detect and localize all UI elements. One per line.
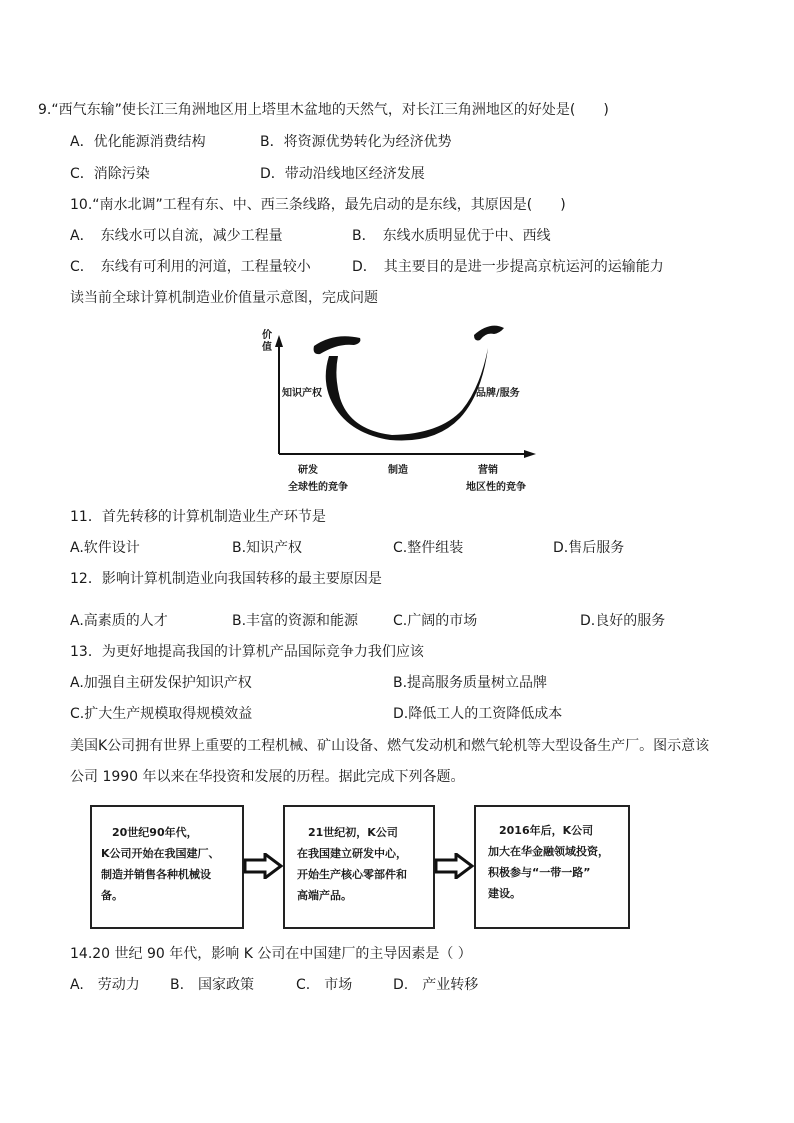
flow-step-1-line: 制造并销售各种机械设 xyxy=(101,868,211,881)
q10-option-a: A． 东线水可以自流，减少工程量 xyxy=(70,228,283,244)
flow-step-2-line: 21世纪初，K公司 xyxy=(297,826,398,839)
q14-option-d: D. 产业转移 xyxy=(393,977,479,993)
right-curve-label: 品牌/服务 xyxy=(476,388,520,399)
q12-option-c: C.广阔的市场 xyxy=(393,613,478,629)
k-company-intro-line2: 公司 1990 年以来在华投资和发展的历程。据此完成下列各题。 xyxy=(70,769,465,785)
left-brow-stroke xyxy=(314,336,361,354)
q11-option-a: A.软件设计 xyxy=(70,540,140,556)
flow-step-2-line: 开始生产核心零部件和 xyxy=(297,868,407,881)
q14-option-a: A. 劳动力 xyxy=(70,977,140,993)
x-sublabel-regional: 地区性的竞争 xyxy=(466,482,526,493)
q13-option-b: B.提高服务质量树立品牌 xyxy=(393,675,548,691)
k-company-intro-line1: 美国K公司拥有世界上重要的工程机械、矿山设备、燃气发动机和燃气轮机等大型设备生产厂。图示意该 xyxy=(70,738,710,754)
q10-option-d: D． 其主要目的是进一步提高京杭运河的运输能力 xyxy=(352,259,664,275)
flow-step-3-line: 加大在华金融领域投资， xyxy=(488,845,609,858)
q12-option-a: A.高素质的人才 xyxy=(70,613,168,629)
q10-stem: 10.“南水北调”工程有东、中、西三条线路，最先启动的是东线，其原因是( ) xyxy=(70,197,566,213)
q9-option-d: D．带动沿线地区经济发展 xyxy=(260,166,425,182)
x-label-rd: 研发 xyxy=(298,465,318,476)
q9-option-c: C．消除污染 xyxy=(70,166,150,182)
flow-step-3-line: 2016年后，K公司 xyxy=(488,824,594,837)
q12-option-d: D.良好的服务 xyxy=(580,613,666,629)
q9-option-b: B．将资源优势转化为经济优势 xyxy=(260,134,452,150)
x-sublabel-global: 全球性的竞争 xyxy=(288,482,348,493)
flow-step-1-line: 备。 xyxy=(101,889,123,902)
q11-option-b: B.知识产权 xyxy=(232,540,303,556)
flow-step-1-line: K公司开始在我国建厂、 xyxy=(101,847,220,860)
q13-stem: 13．为更好地提高我国的计算机产品国际竞争力我们应该 xyxy=(70,644,424,660)
q14-option-c: C. 市场 xyxy=(296,977,353,993)
flow-step-1-line: 20世纪90年代， xyxy=(101,826,198,839)
flow-step-2-line: 高端产品。 xyxy=(297,889,352,902)
q11-option-c: C.整件组装 xyxy=(393,540,464,556)
flow-step-1-box xyxy=(90,805,244,929)
flow-arrow-2-icon xyxy=(434,853,474,879)
y-axis-label-char-2: 值 xyxy=(262,342,272,353)
x-label-manufacturing: 制造 xyxy=(388,465,408,476)
x-label-marketing: 营销 xyxy=(478,465,498,476)
q12-stem: 12．影响计算机制造业向我国转移的最主要原因是 xyxy=(70,571,382,587)
q10-option-c: C． 东线有可利用的河道，工程量较小 xyxy=(70,259,311,275)
smile-curve-figure xyxy=(250,318,550,496)
y-axis-label-char-1: 价 xyxy=(262,330,272,341)
q14-stem: 14.20 世纪 90 年代，影响 K 公司在中国建厂的主导因素是（ ） xyxy=(70,946,472,962)
q11-stem: 11．首先转移的计算机制造业生产环节是 xyxy=(70,509,326,525)
q10-option-b: B． 东线水质明显优于中、西线 xyxy=(352,228,551,244)
q13-option-a: A.加强自主研发保护知识产权 xyxy=(70,675,252,691)
q12-option-b: B.丰富的资源和能源 xyxy=(232,613,359,629)
q11-option-d: D.售后服务 xyxy=(553,540,625,556)
q9-option-a: A．优化能源消费结构 xyxy=(70,134,206,150)
q14-option-b: B. 国家政策 xyxy=(170,977,255,993)
y-axis-arrow xyxy=(275,335,283,347)
flow-step-3-line: 积极参与“一带一路” xyxy=(488,866,591,879)
flow-step-3-box xyxy=(474,805,630,929)
left-curve-label: 知识产权 xyxy=(282,388,322,399)
flow-step-3-line: 建设。 xyxy=(488,887,521,900)
q13-option-d: D.降低工人的工资降低成本 xyxy=(393,706,563,722)
q13-option-c: C.扩大生产规模取得规模效益 xyxy=(70,706,253,722)
right-brow-stroke xyxy=(474,326,504,341)
flow-step-2-box xyxy=(283,805,435,929)
flow-step-2-line: 在我国建立研发中心， xyxy=(297,847,407,860)
q9-stem: 9.“西气东输”使长江三角洲地区用上塔里木盆地的天然气，对长江三角洲地区的好处是( ) xyxy=(38,102,609,118)
smile-chart-intro: 读当前全球计算机制造业价值量示意图，完成问题 xyxy=(70,290,378,306)
x-axis-arrow xyxy=(524,450,536,458)
flow-arrow-1-icon xyxy=(243,853,283,879)
smile-stroke xyxy=(326,348,488,441)
